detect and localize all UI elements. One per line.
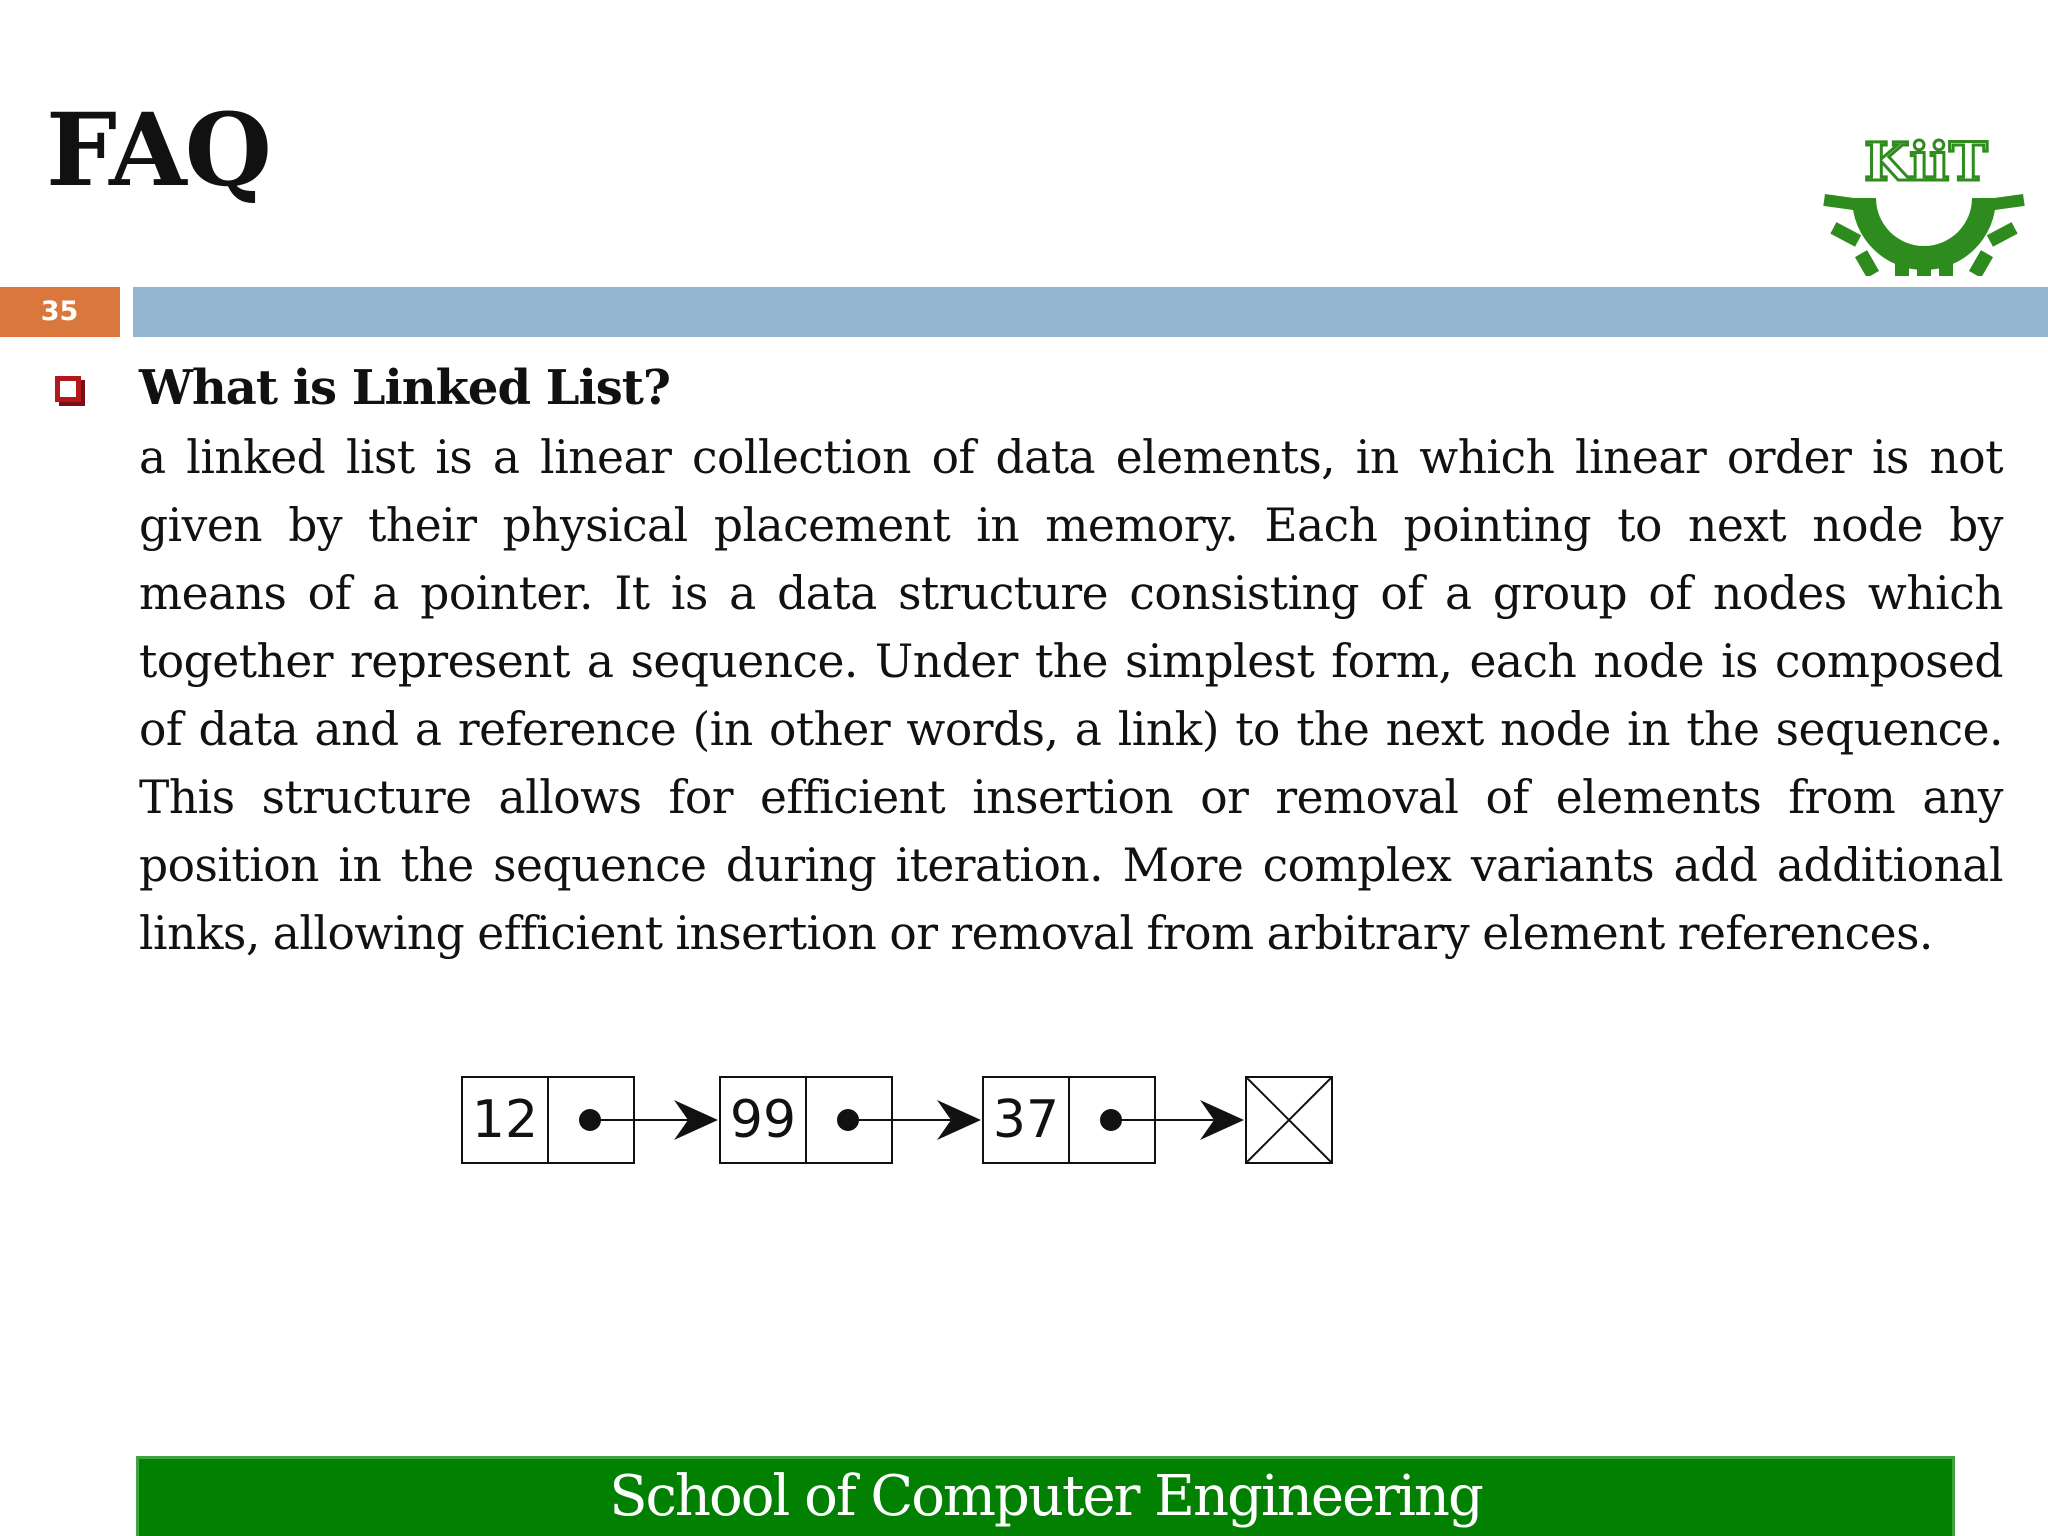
node-value: 99 bbox=[729, 1090, 797, 1150]
footer-bar bbox=[136, 1456, 1955, 1536]
slide-title: FAQ bbox=[46, 91, 270, 209]
linked-list-diagram bbox=[458, 1072, 1336, 1166]
null-cross-icon bbox=[1246, 1077, 1332, 1163]
logo-text: KiiT bbox=[1864, 132, 1988, 193]
slide-number: 35 bbox=[0, 287, 120, 337]
checkbox-square-icon bbox=[55, 376, 81, 402]
header-bar bbox=[133, 287, 2048, 337]
faq-answer: a linked list is a linear collection of data elements, in which linear order is not given by their physical placement in memory. Each pointing to next node by means of a pointer. It is a data structure consisting of a group of nodes which together represent a sequence. Under the simplest form, each node is composed of data and a reference (in other words, a link) to the next node in the sequence. This structure allows for efficient insertion or removal of elements from any position in the sequence during iteration. More complex variants add additional links, allowing efficient insertion or removal from arbitrary element references. bbox=[139, 431, 2003, 960]
faq-question: What is Linked List? bbox=[139, 360, 671, 416]
footer-text: School of Computer Engineering bbox=[609, 1464, 1482, 1529]
node-value: 12 bbox=[471, 1090, 539, 1150]
node-value: 37 bbox=[992, 1090, 1060, 1150]
kiit-logo bbox=[1822, 120, 2026, 276]
logo-gear-icon bbox=[1823, 194, 2024, 276]
linked-list-nodes bbox=[462, 1077, 1244, 1163]
